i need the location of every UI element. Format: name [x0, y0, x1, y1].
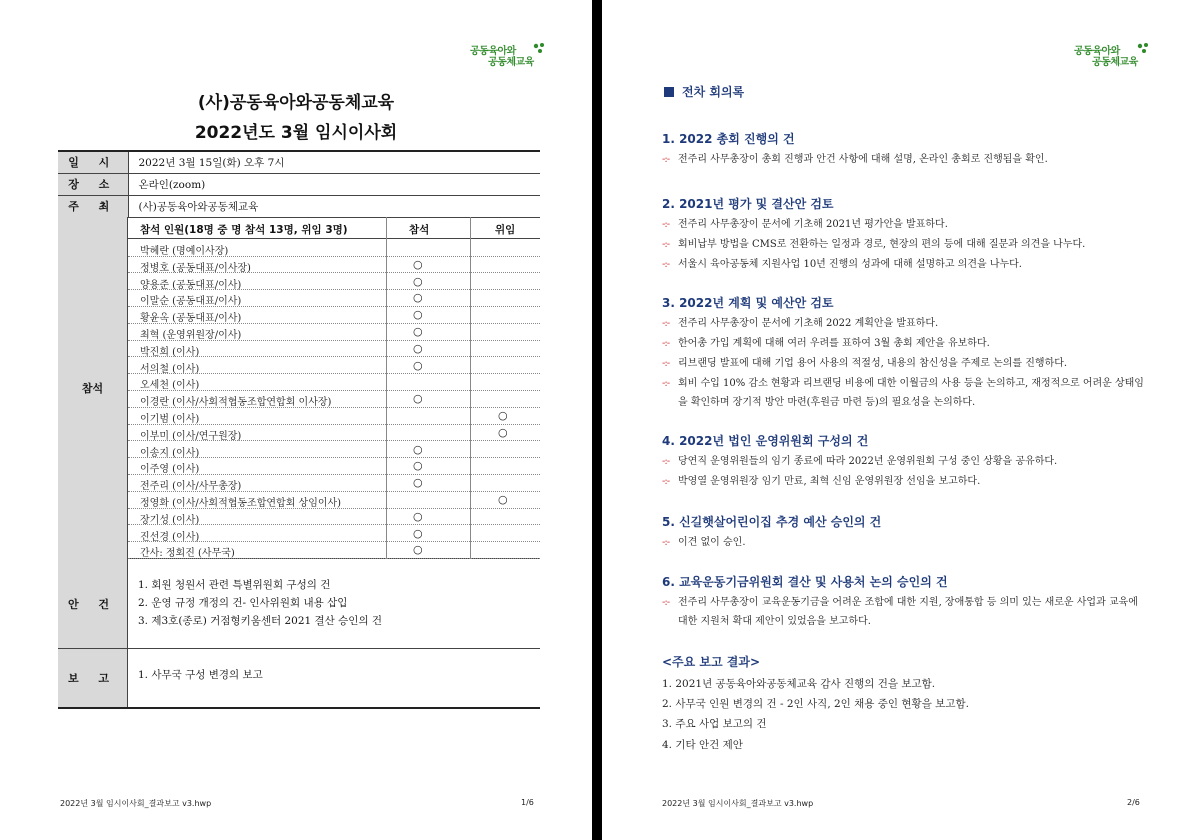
proxy-mark: ○: [498, 409, 508, 422]
bullet-text: 당연직 운영위원들의 임기 종료에 따라 2022년 운영위원회 구성 중인 상황을 공유하다.: [678, 456, 1058, 467]
bullet-text: 서울시 육아공동체 지원사업 10년 진행의 성과에 대해 설명하고 의견을 나누다.: [678, 259, 1022, 270]
attendance-row: [128, 240, 540, 257]
footer-filename: 2022년 3월 임시이사회_결과보고 v3.hwp: [60, 799, 212, 808]
attendee-name: 진선경 (이사): [140, 531, 200, 543]
minutes-bullet: [662, 533, 1147, 552]
agenda-item: 2. 운영 규정 개정의 건- 인사위원회 내용 삽입: [138, 597, 348, 609]
attend-mark: ○: [413, 392, 423, 406]
document-page-1: [0, 0, 592, 840]
minutes-bullet: [662, 374, 1147, 412]
footer-page-number: 1/6: [521, 798, 534, 807]
attend-mark: ○: [413, 358, 423, 372]
organization-logo: [470, 42, 550, 68]
attendance-row: [128, 374, 540, 391]
attend-mark: ○: [413, 274, 423, 288]
attendee-name: 오세천 (이사): [140, 380, 200, 392]
attendance-row: [128, 341, 540, 358]
logo-text-bottom: 공동체교육: [488, 57, 534, 68]
attend-mark: ○: [413, 341, 423, 355]
attendee-name: 양용준 (공동대표/이사): [140, 279, 242, 291]
minutes-bullet: [662, 334, 1147, 353]
attendee-name: 정영화 (이사/사회적협동조합연합회 상임이사): [140, 498, 342, 509]
attend-mark: ○: [413, 291, 423, 305]
attendance-row: [128, 526, 540, 543]
minutes-bullet: [662, 215, 1147, 234]
bullet-text: 회비납부 방법을 CMS로 전환하는 일정과 경로, 현장의 편의 등에 대해 질문과 의견을 나누다.: [678, 239, 1086, 250]
attend-mark: ○: [413, 476, 423, 490]
report-result-item: 3. 주요 사업 보고의 건: [662, 718, 767, 730]
agenda-section: [58, 559, 540, 649]
report-item: 1. 사무국 구성 변경의 보고: [138, 669, 263, 681]
attendance-row: [128, 492, 540, 509]
minutes-bullet: [662, 255, 1147, 274]
proxy-mark: ○: [498, 425, 508, 439]
attendance-row: [128, 509, 540, 526]
bullet-text: 리브랜딩 발표에 대해 기업 용어 사용의 적절성, 내용의 참신성을 주제로 논의를 진행하다.: [678, 358, 1068, 369]
bullet-marker-icon: -:-: [662, 597, 670, 608]
attend-mark: ○: [413, 543, 423, 557]
info-label: 주 최: [58, 195, 128, 217]
attendance-header-proxy: 위임: [495, 224, 516, 236]
report-result-item: 1. 2021년 공동육아와공동체교육 감사 진행의 건을 보고함.: [662, 678, 936, 690]
logo-text-top: 공동육아와: [470, 46, 516, 57]
attendance-row: [128, 442, 540, 459]
attendance-row: [128, 274, 540, 291]
info-row-place: [58, 173, 540, 195]
report-label: 보 고: [58, 649, 128, 707]
attendance-row: [128, 425, 540, 442]
attendance-row: [128, 324, 540, 341]
attendance-header-name: 참석 인원(18명 중 명 참석 13명, 위임 3명): [140, 224, 348, 236]
square-bullet-icon: [664, 87, 674, 97]
minutes-heading-text: 전차 회의록: [682, 85, 745, 99]
agenda-label: 안 건: [58, 559, 128, 648]
attendee-name: 이경란 (이사/사회적협동조합연합회 이사장): [140, 397, 332, 409]
minutes-bullet: [662, 150, 1147, 169]
document-title-org: (사)공동육아와공동체교육: [197, 93, 395, 113]
attend-mark: ○: [413, 308, 423, 322]
attendance-row: [128, 307, 540, 324]
attendance-row: [128, 290, 540, 307]
minutes-bullet: [662, 314, 1147, 333]
report-result-item: 4. 기타 안건 제안: [662, 739, 743, 751]
info-value: 온라인(zoom): [128, 173, 540, 195]
attendance-row: [128, 458, 540, 475]
minutes-bullet: [662, 354, 1147, 373]
bullet-marker-icon: -:-: [662, 537, 670, 548]
info-value: (사)공동육아와공동체교육: [128, 195, 540, 217]
organization-logo: [1074, 42, 1154, 68]
attendee-name: 간사: 정회진 (사무국): [140, 548, 235, 560]
sprout-icon: [1136, 42, 1150, 56]
attendee-name: 박혜란 (명예이사장): [140, 246, 229, 257]
attendee-name: 박진희 (이사): [140, 346, 200, 358]
info-label: 장 소: [58, 173, 128, 195]
attendee-name: 이부미 (이사/연구원장): [140, 430, 242, 442]
bullet-marker-icon: -:-: [662, 318, 670, 329]
attendance-row: [128, 408, 540, 425]
bullet-text: 전주리 사무총장이 문서에 기초해 2022 계획안을 발표하다.: [678, 318, 939, 329]
bullet-marker-icon: -:-: [662, 378, 670, 389]
info-label: 일 시: [58, 151, 128, 173]
attendee-name: 이말순 (공동대표/이사): [140, 296, 242, 308]
minutes-section-title: 6. 교육운동기금위원회 결산 및 사용처 논의 승인의 건: [662, 575, 948, 589]
attendee-name: 황윤옥 (공동대표/이사): [140, 313, 242, 325]
attendance-header: [128, 217, 540, 239]
bullet-text: 전주리 사무총장이 문서에 기초해 2021년 평가안을 발표하다.: [678, 219, 948, 230]
minutes-section-title: 5. 신길햇살어린이집 추경 예산 승인의 건: [662, 515, 882, 529]
attend-mark: ○: [413, 509, 423, 523]
footer-page-number: 2/6: [1127, 798, 1140, 807]
attend-mark: ○: [413, 459, 423, 473]
report-results-title: <주요 보고 결과>: [662, 655, 761, 669]
attendee-name: 장기성 (이사): [140, 514, 200, 526]
attendance-row: [128, 391, 540, 408]
attendee-name: 이송지 (이사): [140, 447, 200, 459]
minutes-section-title: 1. 2022 총회 진행의 건: [662, 132, 795, 146]
attendee-name: 이주영 (이사): [140, 464, 200, 476]
bullet-marker-icon: -:-: [662, 154, 670, 165]
sprout-icon: [532, 42, 546, 56]
minutes-section-title: 3. 2022년 계획 및 예산안 검토: [662, 296, 834, 310]
bullet-marker-icon: -:-: [662, 239, 670, 250]
attendee-name: 이기범 (이사): [140, 414, 200, 425]
agenda-item: 3. 제3호(종로) 거점형키움센터 2021 결산 승인의 건: [138, 615, 383, 627]
info-value: 2022년 3월 15일(화) 오후 7시: [128, 151, 540, 173]
attendance-row: [128, 358, 540, 375]
document-page-2: [602, 0, 1200, 840]
attendance-row: [128, 475, 540, 492]
bullet-text: 이견 없이 승인.: [678, 537, 746, 548]
attendee-name: 서의철 (이사): [140, 363, 200, 375]
minutes-bullet: [662, 452, 1147, 471]
report-section: [58, 649, 540, 709]
attendance-table: [58, 217, 540, 559]
bullet-marker-icon: -:-: [662, 219, 670, 230]
bullet-marker-icon: -:-: [662, 259, 670, 270]
minutes-bullet: [662, 472, 1147, 491]
attendee-name: 전주리 (이사/사무총장): [140, 481, 242, 493]
footer-filename: 2022년 3월 임시이사회_결과보고 v3.hwp: [662, 799, 814, 808]
minutes-section-title: 2. 2021년 평가 및 결산안 검토: [662, 197, 834, 211]
minutes-heading: [664, 83, 744, 100]
logo-text-top: 공동육아와: [1074, 46, 1120, 57]
bullet-text: 박영열 운영위원장 임기 만료, 최혁 신임 운영위원장 선임을 보고하다.: [678, 476, 981, 487]
minutes-section-title: 4. 2022년 법인 운영위원회 구성의 건: [662, 434, 869, 448]
attend-mark: ○: [413, 325, 423, 338]
bullet-marker-icon: -:-: [662, 476, 670, 487]
bullet-text: 전주리 사무총장이 교육운동기금을 어려운 조합에 대한 지원, 장애통합 등 의미 있는 새로운 사업과 교육에 대한 지원처 확대 제안이 있었음을 보고하다.: [678, 597, 1138, 627]
bullet-text: 한어총 가입 계획에 대해 여러 우려를 표하여 3월 총회 제안을 유보하다.: [678, 338, 990, 349]
bullet-marker-icon: -:-: [662, 338, 670, 349]
info-row-datetime: [58, 151, 540, 173]
minutes-bullet: [662, 593, 1147, 631]
meeting-info-table: [58, 150, 540, 218]
info-row-host: [58, 195, 540, 217]
report-result-item: 2. 사무국 인원 변경의 건 - 2인 사직, 2인 채용 중인 현황을 보고함.: [662, 698, 969, 710]
attendance-row: [128, 542, 540, 559]
document-title-meeting: 2022년도 3월 임시이사회: [194, 123, 398, 143]
agenda-item: 1. 회원 청원서 관련 특별위원회 구성의 건: [138, 579, 331, 591]
proxy-mark: ○: [498, 493, 508, 506]
attend-mark: ○: [413, 526, 423, 540]
attendance-label: 참석: [58, 217, 128, 559]
attend-mark: ○: [413, 442, 423, 456]
attend-mark: ○: [413, 257, 423, 271]
bullet-text: 전주리 사무총장이 총회 진행과 안건 사항에 대해 설명, 온라인 총회로 진행됨을 확인.: [678, 154, 1048, 165]
attendee-name: 최혁 (운영위원장/이사): [140, 330, 242, 341]
minutes-bullet: [662, 235, 1147, 254]
logo-text-bottom: 공동체교육: [1092, 57, 1138, 68]
attendance-row: [128, 257, 540, 274]
bullet-marker-icon: -:-: [662, 456, 670, 467]
attendee-name: 정병호 (공동대표/이사장): [140, 262, 251, 274]
bullet-marker-icon: -:-: [662, 358, 670, 369]
attendance-header-attend: 참석: [409, 224, 430, 236]
bullet-text: 회비 수입 10% 감소 현황과 리브랜딩 비용에 대한 이월금의 사용 등을 논의하고, 재정적으로 어려운 상태임을 확인하며 장기적 방안 마련(후원금 마련 등)의 필요성을 논의하다.: [678, 378, 1144, 408]
